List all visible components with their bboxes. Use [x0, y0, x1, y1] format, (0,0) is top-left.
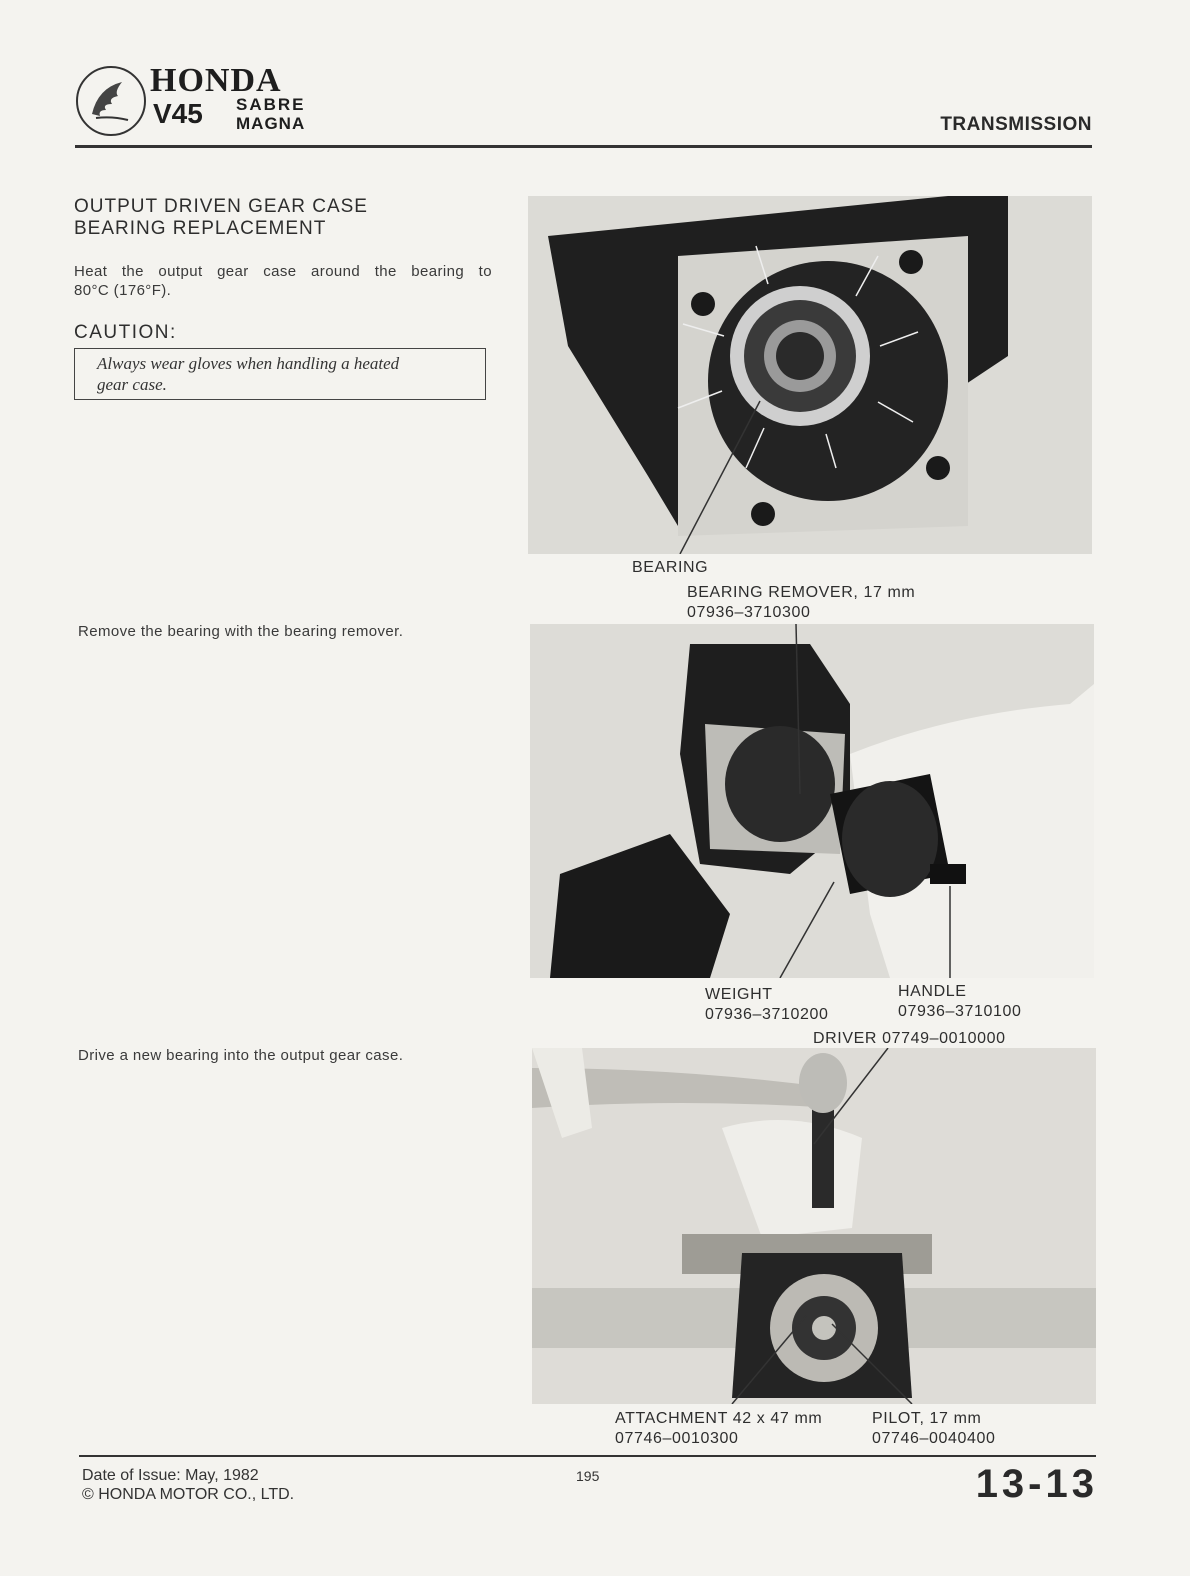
- model-variant-2: MAGNA: [236, 114, 306, 133]
- procedure-heading: [74, 196, 368, 240]
- step-remove: Remove the bearing with the bearing remover.: [78, 623, 404, 640]
- photo-bearing-installation: [532, 1048, 1096, 1404]
- caution-label: CAUTION:: [74, 322, 177, 343]
- copyright: © HONDA MOTOR CO., LTD.: [82, 1486, 295, 1503]
- label-driver: DRIVER 07749–0010000: [813, 1030, 1006, 1047]
- bearing-installation-image: [532, 1048, 1096, 1404]
- pilot-name: PILOT, 17 mm: [872, 1410, 982, 1427]
- page-number: 195: [576, 1468, 600, 1484]
- caution-line-2: gear case.: [97, 375, 167, 394]
- step-heat-line-2: 80°C (176°F).: [74, 282, 172, 299]
- heading-line-1: OUTPUT DRIVEN GEAR CASE: [74, 196, 368, 217]
- weight-name: WEIGHT: [705, 986, 773, 1003]
- caution-box: [74, 348, 486, 400]
- model-name: V45: [153, 98, 203, 129]
- bearing-removal-image: [530, 624, 1094, 978]
- brand-name: HONDA: [150, 62, 282, 99]
- wing-icon: [78, 68, 144, 134]
- handle-name: HANDLE: [898, 983, 967, 1000]
- weight-part: 07936–3710200: [705, 1006, 829, 1023]
- label-weight: [705, 985, 828, 1025]
- honda-wing-logo: [76, 66, 146, 136]
- label-handle: [898, 982, 1021, 1022]
- label-pilot: [872, 1409, 995, 1449]
- bearing-remover-name: BEARING REMOVER, 17 mm: [687, 584, 916, 601]
- section-title: TRANSMISSION: [940, 114, 1092, 135]
- attachment-part: 07746–0010300: [615, 1430, 739, 1447]
- step-heat-line-1: Heat the output gear case around the bearing to: [74, 263, 492, 280]
- step-drive: Drive a new bearing into the output gear case.: [78, 1047, 404, 1064]
- issue-date: Date of Issue: May, 1982: [82, 1467, 259, 1484]
- photo-gear-case-bearing: [528, 196, 1092, 554]
- heading-line-2: BEARING REPLACEMENT: [74, 218, 327, 239]
- bearing-remover-part: 07936–3710300: [687, 604, 811, 621]
- caution-line-1: Always wear gloves when handling a heated: [97, 354, 400, 373]
- photo-bearing-removal: [530, 624, 1094, 978]
- section-page-number: 13-13: [975, 1462, 1098, 1506]
- footer-rule: [79, 1455, 1096, 1457]
- header-rule: [75, 145, 1092, 148]
- handle-part: 07936–3710100: [898, 1003, 1022, 1020]
- attachment-name: ATTACHMENT 42 x 47 mm: [615, 1410, 823, 1427]
- footer-info: [82, 1466, 294, 1504]
- label-bearing: BEARING: [632, 559, 709, 576]
- label-bearing-remover: [687, 583, 915, 623]
- model-variant-1: SABRE: [236, 95, 306, 114]
- gear-case-image: [528, 196, 1092, 554]
- label-attachment: [615, 1409, 822, 1449]
- pilot-part: 07746–0040400: [872, 1430, 996, 1447]
- step-heat: [74, 262, 492, 300]
